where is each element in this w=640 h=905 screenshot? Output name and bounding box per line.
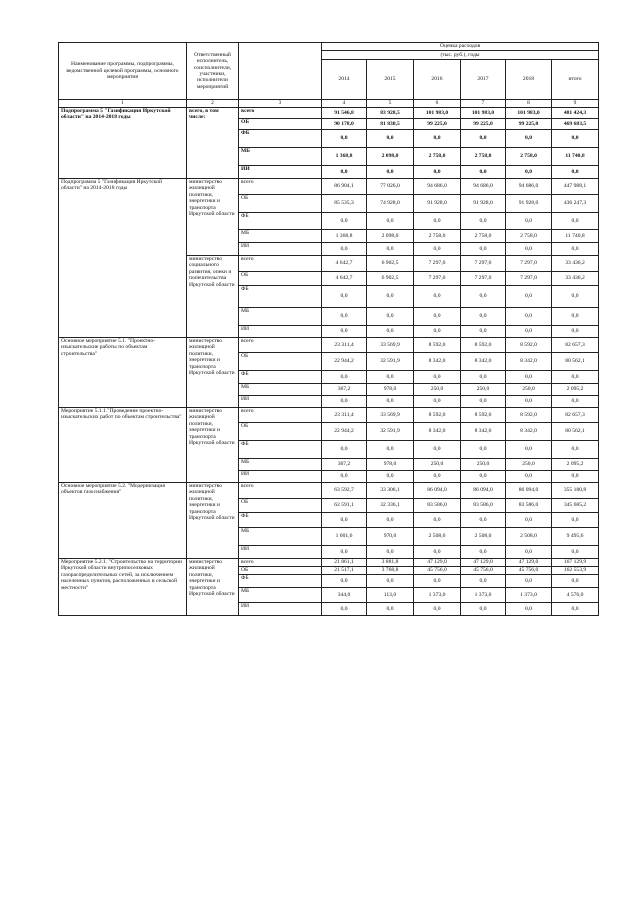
value-cell: 7 297,0: [461, 272, 506, 286]
funding-type: всего: [239, 408, 322, 423]
value-cell: 8 342,0: [414, 423, 461, 441]
value-cell: 1 373,0: [461, 588, 506, 603]
value-cell: 1 001,6: [322, 528, 367, 546]
total-cell: 0,0: [552, 308, 599, 326]
column-number: 4: [322, 100, 367, 108]
year-header: 2018: [506, 60, 552, 100]
value-cell: 6 902,5: [367, 256, 414, 272]
program-column-header: Наименование программы, подпрограммы, ведомственной целевой программы, основного мероприятия: [59, 43, 187, 100]
value-cell: 3 881,8: [367, 559, 414, 567]
value-cell: 0,0: [414, 575, 461, 588]
executor-cell: всего, в том числе:: [187, 108, 239, 179]
value-cell: 23 311,4: [322, 408, 367, 423]
executor-column-header: Ответственный исполнитель, соисполнители, участники, исполнители мероприятий: [187, 43, 239, 100]
total-cell: 0,0: [552, 371, 599, 384]
value-cell: 2 758,0: [461, 230, 506, 243]
total-cell: 355 180,8: [552, 483, 599, 499]
value-cell: 2 098,0: [367, 230, 414, 243]
value-cell: 101 983,0: [414, 108, 461, 119]
value-cell: 0,0: [367, 243, 414, 256]
column-number: 8: [506, 100, 552, 108]
value-cell: 86 094,0: [414, 483, 461, 499]
value-cell: 8 592,0: [506, 338, 552, 353]
section-name: Основное мероприятие 5.1. "Проектно-изыскательские работы по объектам строительства": [59, 338, 187, 408]
total-cell: 0,0: [552, 166, 599, 179]
value-cell: 0,0: [414, 213, 461, 230]
value-cell: 0,0: [414, 603, 461, 616]
funding-type: ОБ: [239, 195, 322, 213]
value-cell: 344,0: [322, 588, 367, 603]
total-cell: 4 576,0: [552, 588, 599, 603]
value-cell: 0,0: [322, 396, 367, 408]
total-cell: 481 424,3: [552, 108, 599, 119]
total-cell: 33 436,2: [552, 256, 599, 272]
funding-type: МБ: [239, 384, 322, 396]
table-row: [59, 408, 599, 423]
column-number: 6: [414, 100, 461, 108]
value-cell: 94 686,0: [461, 179, 506, 195]
value-cell: 0,0: [367, 546, 414, 559]
funding-type: МБ: [239, 459, 322, 471]
value-cell: 0,0: [506, 371, 552, 384]
value-cell: 47 129,0: [461, 559, 506, 567]
value-cell: 0,0: [322, 243, 367, 256]
table-row: [59, 483, 599, 499]
value-cell: 33 306,1: [367, 483, 414, 499]
value-cell: 0,0: [367, 326, 414, 338]
value-cell: 0,0: [506, 603, 552, 616]
value-cell: 83 586,0: [461, 499, 506, 513]
value-cell: 3 768,8: [367, 567, 414, 575]
value-cell: 1 373,0: [506, 588, 552, 603]
value-cell: 94 686,0: [506, 179, 552, 195]
funding-type: ОБ: [239, 272, 322, 286]
total-cell: 2 095,2: [552, 459, 599, 471]
value-cell: 8 592,0: [461, 408, 506, 423]
funding-type: всего: [239, 559, 322, 567]
total-cell: 0,0: [552, 575, 599, 588]
value-cell: 0,0: [506, 166, 552, 179]
value-cell: 0,0: [322, 603, 367, 616]
executor-cell: министерство жилищной политики, энергетики и транспорта Иркутской области: [187, 559, 239, 616]
value-cell: 101 983,0: [506, 108, 552, 119]
value-cell: 99 225,0: [506, 119, 552, 130]
value-cell: 0,0: [461, 396, 506, 408]
value-cell: 99 225,0: [461, 119, 506, 130]
funding-type: МБ: [239, 230, 322, 243]
section-name: Подпрограмма 5 "Газификация Иркутской области" на 2014-2018 годы: [59, 108, 187, 179]
value-cell: 2 508,0: [414, 528, 461, 546]
total-cell: 0,0: [552, 396, 599, 408]
funding-type: всего: [239, 256, 322, 272]
funding-type: ИИ: [239, 546, 322, 559]
value-cell: 0,0: [367, 166, 414, 179]
value-cell: 63 592,7: [322, 483, 367, 499]
value-cell: 0,0: [461, 166, 506, 179]
section-name: Мероприятие 5.2.1. "Строительство на территории Иркутской области внутрипоселковых газораспределительных сетей, за исключением населенных пунктов, расположенных в сельской местности": [59, 559, 187, 616]
value-cell: 0,0: [367, 441, 414, 459]
value-cell: 0,0: [461, 575, 506, 588]
executor-cell: министерство жилищной политики, энергетики и транспорта Иркутской области: [187, 408, 239, 483]
value-cell: 91 928,0: [506, 195, 552, 213]
value-cell: 250,0: [506, 459, 552, 471]
value-cell: 0,0: [322, 308, 367, 326]
value-cell: 0,0: [506, 308, 552, 326]
value-cell: 8 342,0: [414, 353, 461, 371]
funding-type: ОБ: [239, 353, 322, 371]
total-cell: 2 095,2: [552, 384, 599, 396]
value-cell: 2 758,0: [414, 148, 461, 166]
value-cell: 0,0: [506, 513, 552, 528]
value-cell: 0,0: [367, 575, 414, 588]
value-cell: 0,0: [414, 471, 461, 483]
funding-type: ФБ: [239, 286, 322, 308]
value-cell: 85 535,3: [322, 195, 367, 213]
value-cell: 367,2: [322, 459, 367, 471]
total-cell: 0,0: [552, 441, 599, 459]
column-number: 9: [552, 100, 599, 108]
table-row: [59, 338, 599, 353]
section-name: Подпрограмма 5 "Газификация Иркутской области" на 2014-2018 годы: [59, 179, 187, 338]
value-cell: 2 098,0: [367, 148, 414, 166]
value-cell: 6 902,5: [367, 272, 414, 286]
funding-type: ФБ: [239, 130, 322, 148]
total-cell: 11 740,8: [552, 148, 599, 166]
value-cell: 47 129,0: [506, 559, 552, 567]
year-header: 2015: [367, 60, 414, 100]
value-cell: 45 756,0: [414, 567, 461, 575]
value-cell: 2 758,0: [506, 230, 552, 243]
funding-type: ИИ: [239, 166, 322, 179]
value-cell: 2 758,0: [506, 148, 552, 166]
column-number: 3: [239, 100, 322, 108]
value-cell: 1 368,8: [322, 230, 367, 243]
value-cell: 91 546,8: [322, 108, 367, 119]
column-number: 2: [187, 100, 239, 108]
funding-type: МБ: [239, 528, 322, 546]
value-cell: 0,0: [506, 286, 552, 308]
total-cell: 0,0: [552, 546, 599, 559]
value-cell: 0,0: [367, 396, 414, 408]
value-cell: 250,0: [461, 384, 506, 396]
value-cell: 0,0: [322, 213, 367, 230]
funding-type: ОБ: [239, 567, 322, 575]
value-cell: 94 686,0: [414, 179, 461, 195]
value-cell: 0,0: [461, 471, 506, 483]
value-cell: 0,0: [506, 326, 552, 338]
value-cell: 0,0: [414, 371, 461, 384]
value-cell: 23 311,4: [322, 338, 367, 353]
funding-type: всего: [239, 338, 322, 353]
value-cell: 74 928,0: [367, 195, 414, 213]
value-cell: 0,0: [414, 130, 461, 148]
value-cell: 2 758,0: [461, 148, 506, 166]
total-cell: 80 562,1: [552, 423, 599, 441]
table-row: [59, 108, 599, 119]
value-cell: 32 591,9: [367, 353, 414, 371]
value-cell: 7 297,0: [414, 256, 461, 272]
value-cell: 0,0: [322, 371, 367, 384]
total-header: итого: [552, 60, 599, 100]
value-cell: 32 336,1: [367, 499, 414, 513]
value-cell: 0,0: [367, 371, 414, 384]
value-cell: 86 094,0: [506, 483, 552, 499]
total-cell: 82 657,3: [552, 408, 599, 423]
column-number: 7: [461, 100, 506, 108]
funding-type: ИИ: [239, 243, 322, 256]
value-cell: 21 517,1: [322, 567, 367, 575]
table-row: [59, 179, 599, 195]
total-cell: 0,0: [552, 471, 599, 483]
table-row: [59, 559, 599, 567]
column-number: 5: [367, 100, 414, 108]
funding-type: ОБ: [239, 423, 322, 441]
value-cell: 0,0: [367, 213, 414, 230]
value-cell: 0,0: [322, 441, 367, 459]
value-cell: 83 586,0: [414, 499, 461, 513]
value-cell: 7 297,0: [414, 272, 461, 286]
total-cell: 447 988,1: [552, 179, 599, 195]
value-cell: 0,0: [367, 603, 414, 616]
value-cell: 83 928,5: [367, 108, 414, 119]
total-cell: 11 740,8: [552, 230, 599, 243]
total-cell: 345 685,2: [552, 499, 599, 513]
value-cell: 8 342,0: [506, 353, 552, 371]
total-cell: 0,0: [552, 213, 599, 230]
value-cell: 0,0: [367, 286, 414, 308]
funding-type: всего: [239, 108, 322, 119]
value-cell: 0,0: [414, 243, 461, 256]
value-cell: 0,0: [322, 326, 367, 338]
year-header: 2016: [414, 60, 461, 100]
value-cell: 0,0: [506, 471, 552, 483]
total-cell: 82 657,3: [552, 338, 599, 353]
value-cell: 86 904,1: [322, 179, 367, 195]
value-cell: 0,0: [322, 286, 367, 308]
value-cell: 22 944,2: [322, 423, 367, 441]
value-cell: 0,0: [367, 513, 414, 528]
expense-unit: (тыс. руб.), годы: [322, 51, 599, 60]
total-cell: 33 436,2: [552, 272, 599, 286]
value-cell: 8 342,0: [461, 353, 506, 371]
funding-type: МБ: [239, 148, 322, 166]
budget-table: [58, 42, 599, 616]
value-cell: 33 569,9: [367, 408, 414, 423]
funding-type: ОБ: [239, 499, 322, 513]
value-cell: 0,0: [461, 603, 506, 616]
value-cell: 250,0: [414, 384, 461, 396]
value-cell: 81 830,5: [367, 119, 414, 130]
value-cell: 1 373,0: [414, 588, 461, 603]
value-cell: 0,0: [506, 243, 552, 256]
value-cell: 33 569,9: [367, 338, 414, 353]
value-cell: 2 508,0: [461, 528, 506, 546]
value-cell: 4 642,7: [322, 256, 367, 272]
value-cell: 0,0: [322, 471, 367, 483]
value-cell: 970,0: [367, 528, 414, 546]
value-cell: 250,0: [461, 459, 506, 471]
value-cell: 0,0: [461, 441, 506, 459]
column-number: 1: [59, 100, 187, 108]
value-cell: 4 642,7: [322, 272, 367, 286]
value-cell: 2 508,0: [506, 528, 552, 546]
total-cell: 0,0: [552, 130, 599, 148]
total-cell: 162 553,9: [552, 567, 599, 575]
value-cell: 8 592,0: [461, 338, 506, 353]
total-cell: 0,0: [552, 603, 599, 616]
type-column-header: [239, 43, 322, 100]
funding-type: ИИ: [239, 603, 322, 616]
value-cell: 367,2: [322, 384, 367, 396]
total-cell: 80 562,1: [552, 353, 599, 371]
value-cell: 0,0: [461, 546, 506, 559]
value-cell: 0,0: [461, 513, 506, 528]
value-cell: 21 861,1: [322, 559, 367, 567]
value-cell: 101 983,0: [461, 108, 506, 119]
value-cell: 978,0: [367, 459, 414, 471]
value-cell: 0,0: [461, 243, 506, 256]
funding-type: ФБ: [239, 441, 322, 459]
value-cell: 90 178,0: [322, 119, 367, 130]
value-cell: 8 592,0: [414, 338, 461, 353]
funding-type: ФБ: [239, 213, 322, 230]
executor-cell: министерство социального развития, опеки и попечительства Иркутской области: [187, 256, 239, 338]
value-cell: 978,0: [367, 384, 414, 396]
value-cell: 0,0: [461, 130, 506, 148]
funding-type: всего: [239, 483, 322, 499]
value-cell: 0,0: [506, 575, 552, 588]
value-cell: 0,0: [506, 396, 552, 408]
value-cell: 0,0: [461, 371, 506, 384]
value-cell: 0,0: [322, 513, 367, 528]
funding-type: ФБ: [239, 371, 322, 384]
value-cell: 0,0: [506, 213, 552, 230]
value-cell: 0,0: [414, 441, 461, 459]
value-cell: 0,0: [461, 308, 506, 326]
funding-type: МБ: [239, 308, 322, 326]
total-cell: 469 683,5: [552, 119, 599, 130]
value-cell: 32 591,9: [367, 423, 414, 441]
total-cell: 0,0: [552, 513, 599, 528]
expense-title: Оценка расходов: [322, 43, 599, 51]
value-cell: 0,0: [322, 166, 367, 179]
value-cell: 0,0: [322, 546, 367, 559]
value-cell: 91 928,0: [461, 195, 506, 213]
value-cell: 8 342,0: [506, 423, 552, 441]
value-cell: 77 026,0: [367, 179, 414, 195]
value-cell: 83 586,0: [506, 499, 552, 513]
total-cell: 0,0: [552, 326, 599, 338]
executor-cell: министерство жилищной политики, энергетики и транспорта Иркутской области: [187, 338, 239, 408]
value-cell: 0,0: [461, 326, 506, 338]
value-cell: 0,0: [367, 130, 414, 148]
value-cell: 8 592,0: [506, 408, 552, 423]
total-cell: 0,0: [552, 286, 599, 308]
value-cell: 7 297,0: [506, 256, 552, 272]
year-header: 2017: [461, 60, 506, 100]
funding-type: ФБ: [239, 575, 322, 588]
value-cell: 0,0: [506, 441, 552, 459]
funding-type: ОБ: [239, 119, 322, 130]
total-cell: 436 247,3: [552, 195, 599, 213]
value-cell: 45 756,0: [461, 567, 506, 575]
value-cell: 86 094,0: [461, 483, 506, 499]
value-cell: 0,0: [414, 326, 461, 338]
executor-cell: министерство жилищной политики, энергетики и транспорта Иркутской области: [187, 483, 239, 559]
value-cell: 0,0: [506, 130, 552, 148]
value-cell: 1 368,8: [322, 148, 367, 166]
value-cell: 0,0: [322, 130, 367, 148]
funding-type: ИИ: [239, 471, 322, 483]
value-cell: 250,0: [506, 384, 552, 396]
value-cell: 7 297,0: [506, 272, 552, 286]
value-cell: 0,0: [414, 166, 461, 179]
value-cell: 2 758,0: [414, 230, 461, 243]
value-cell: 0,0: [461, 286, 506, 308]
value-cell: 0,0: [414, 546, 461, 559]
value-cell: 113,0: [367, 588, 414, 603]
value-cell: 47 129,0: [414, 559, 461, 567]
value-cell: 0,0: [461, 213, 506, 230]
budget-table-sheet: [58, 42, 598, 616]
value-cell: 0,0: [414, 396, 461, 408]
funding-type: ИИ: [239, 326, 322, 338]
value-cell: 91 928,0: [414, 195, 461, 213]
value-cell: 0,0: [414, 286, 461, 308]
value-cell: 0,0: [506, 546, 552, 559]
value-cell: 0,0: [367, 308, 414, 326]
executor-cell: министерство жилищной политики, энергетики и транспорта Иркутской области: [187, 179, 239, 256]
value-cell: 7 297,0: [461, 256, 506, 272]
value-cell: 0,0: [414, 513, 461, 528]
value-cell: 0,0: [322, 575, 367, 588]
value-cell: 62 591,1: [322, 499, 367, 513]
funding-type: ИИ: [239, 396, 322, 408]
value-cell: 8 592,0: [414, 408, 461, 423]
total-cell: 9 495,6: [552, 528, 599, 546]
year-header: 2014: [322, 60, 367, 100]
value-cell: 45 756,0: [506, 567, 552, 575]
funding-type: МБ: [239, 588, 322, 603]
section-name: Мероприятие 5.1.1."Проведение проектно-изыскательских работ по объектам строительства": [59, 408, 187, 483]
total-cell: 167 129,9: [552, 559, 599, 567]
funding-type: всего: [239, 179, 322, 195]
value-cell: 250,0: [414, 459, 461, 471]
value-cell: 8 342,0: [461, 423, 506, 441]
total-cell: 0,0: [552, 243, 599, 256]
value-cell: 99 225,0: [414, 119, 461, 130]
funding-type: ФБ: [239, 513, 322, 528]
value-cell: 0,0: [414, 308, 461, 326]
value-cell: 0,0: [367, 471, 414, 483]
value-cell: 22 944,2: [322, 353, 367, 371]
section-name: Основное мероприятие 5.2. "Модернизация объектов газоснабжения": [59, 483, 187, 559]
